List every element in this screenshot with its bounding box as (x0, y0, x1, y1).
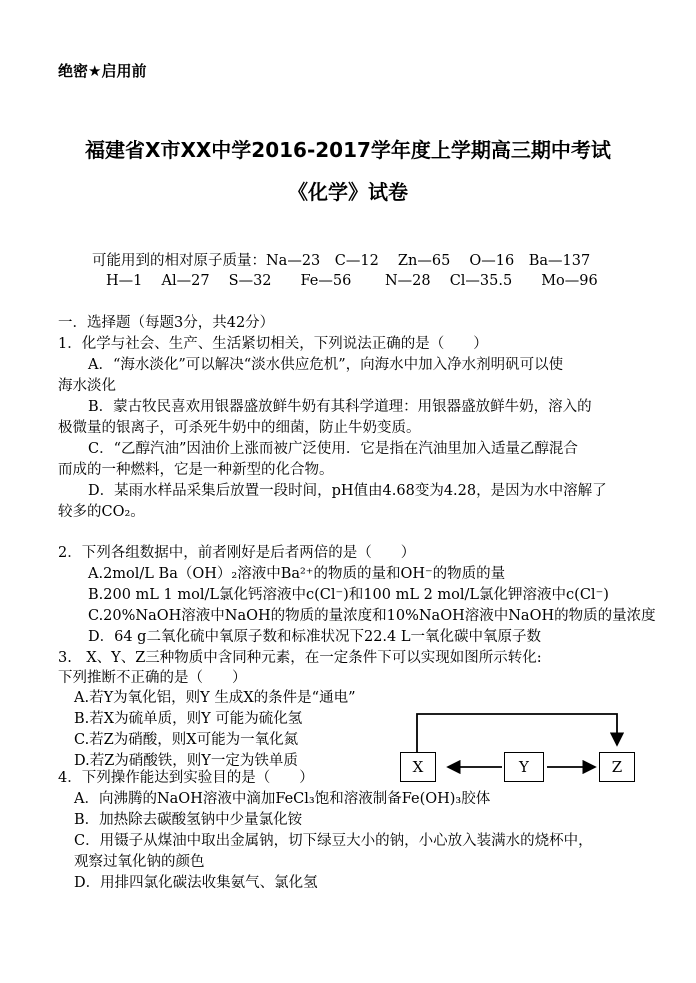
q2-option-c: C.20%NaOH溶液中NaOH的物质的量浓度和10%NaOH溶液中NaOH的物质的量浓度 (88, 608, 656, 624)
q1-option-b-cont: 极微量的银离子，可杀死牛奶中的细菌，防止牛奶变质。 (58, 420, 421, 436)
q4-stem: 4．下列操作能达到实验目的是（ ） (58, 770, 314, 786)
box-z: Z (599, 752, 635, 782)
q4-option-d: D．用排四氯化碳法收集氨气、氯化氢 (74, 875, 318, 891)
q1-option-a-cont: 海水淡化 (58, 378, 116, 394)
q3-option-c: C.若Z为硝酸，则X可能为一氧化氮 (74, 732, 299, 748)
box-y: Y (504, 752, 544, 782)
exam-subtitle: 《化学》试卷 (288, 180, 408, 204)
q3-stem: 3. X、Y、Z三种物质中含同种元素，在一定条件下可以实现如图所示转化: (58, 650, 542, 666)
q1-option-d: D．某雨水样品采集后放置一段时间，pH值由4.68变为4.28，是因为水中溶解了 (88, 483, 607, 499)
q2-option-b: B.200 mL 1 mol/L氯化钙溶液中c(Cl⁻)和100 mL 2 mol/L氯化钾溶液中c(Cl⁻) (88, 587, 609, 603)
q3-option-b: B.若X为硫单质，则Y 可能为硫化氢 (74, 711, 303, 727)
q2-option-d: D．64 g二氧化硫中氧原子数和标准状况下22.4 L一氧化碳中氧原子数 (88, 629, 541, 645)
q1-option-d-cont: 较多的CO₂。 (58, 504, 145, 520)
q1-option-c-cont: 而成的一种燃料，它是一种新型的化合物。 (58, 462, 334, 478)
section-heading: 一．选择题（每题3分，共42分） (58, 315, 275, 331)
x-to-z-arrow (417, 714, 617, 752)
exam-title: 福建省X市XX中学2016-2017学年度上学期高三期中考试 (85, 138, 611, 162)
q1-stem: 1．化学与社会、生产、生活紧切相关，下列说法正确的是（ ） (58, 336, 488, 352)
q4-option-a: A．向沸腾的NaOH溶液中滴加FeCl₃饱和溶液制备Fe(OH)₃胶体 (74, 791, 491, 807)
q2-option-a: A.2mol/L Ba（OH）₂溶液中Ba²⁺的物质的量和OH⁻的物质的量 (88, 566, 506, 582)
q1-option-c: C．“乙醇汽油”因油价上涨而被广泛使用．它是指在汽油里加入适量乙醇混合 (88, 441, 578, 457)
q4-option-b: B．加热除去碳酸氢钠中少量氯化铵 (74, 812, 303, 828)
q3-option-a: A.若Y为氧化铝，则Y 生成X的条件是“通电” (74, 690, 356, 706)
q3-option-d: D.若Z为硝酸铁，则Y一定为铁单质 (74, 753, 298, 769)
q3-stem-cont: 下列推断不正确的是（ ） (58, 670, 247, 686)
box-x: X (400, 752, 436, 782)
confidential-mark: 绝密★启用前 (58, 62, 147, 80)
q4-option-c: C．用镊子从煤油中取出金属钠，切下绿豆大小的钠，小心放入装满水的烧杯中， (74, 833, 593, 849)
q1-option-b: B．蒙古牧民喜欢用银器盛放鲜牛奶有其科学道理：用银器盛放鲜牛奶，溶入的 (88, 399, 592, 415)
atomic-masses-line1: 可能用到的相对原子质量：Na—23 C—12 Zn—65 O—16 Ba—137 (92, 253, 591, 269)
q4-option-c-cont: 观察过氧化钠的颜色 (74, 854, 205, 870)
q1-option-a: A．“海水淡化”可以解决“淡水供应危机”，向海水中加入净水剂明矾可以使 (88, 357, 564, 373)
q2-stem: 2．下列各组数据中，前者刚好是后者两倍的是（ ） (58, 545, 416, 561)
atomic-masses-line2: H—1 Al—27 S—32 Fe—56 N—28 Cl—35.5 Mo—96 (106, 273, 598, 289)
